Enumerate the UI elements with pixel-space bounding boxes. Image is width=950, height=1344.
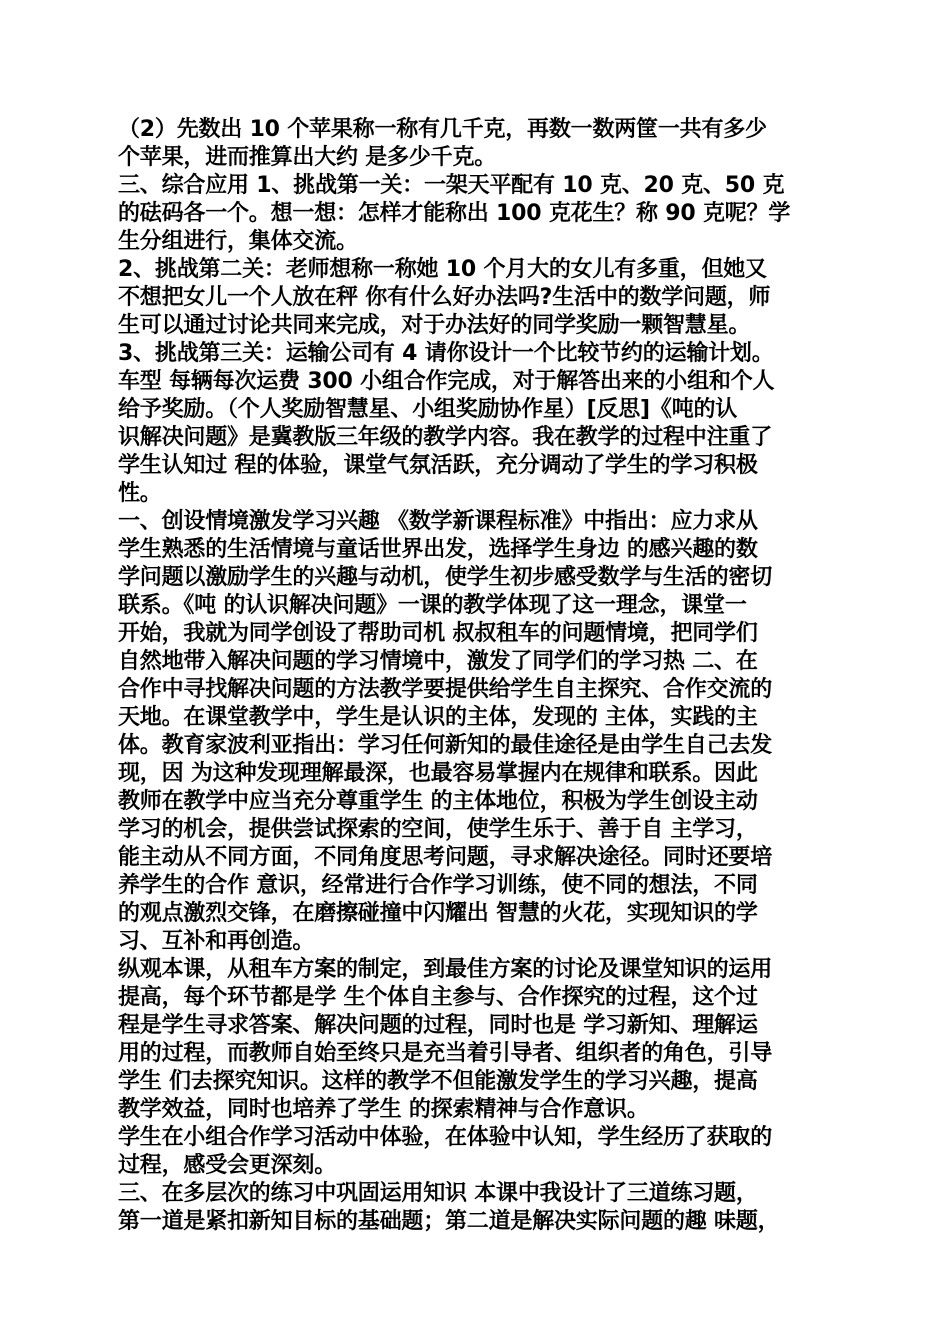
text-line: 开始，我就为同学创设了帮助司机 叔叔租车的问题情境，把同学们 bbox=[118, 621, 758, 646]
text-line: 现，因 为这种发现理解最深，也最容易掌握内在规律和联系。因此 bbox=[118, 761, 758, 786]
text-line: 不想把女儿一个人放在秤 你有什么好办法吗?生活中的数学问题，师 bbox=[118, 285, 771, 310]
text-line: 性。 bbox=[118, 481, 162, 506]
text-line: 生分组进行，集体交流。 bbox=[118, 229, 358, 254]
text-line: 习、互补和再创造。 bbox=[118, 929, 315, 954]
text-line: 学习的机会，提供尝试探索的空间，使学生乐于、善于自 主学习， bbox=[118, 817, 758, 842]
text-line: 合作中寻找解决问题的方法教学要提供给学生自主探究、合作交流的 bbox=[118, 677, 773, 702]
text-line: 自然地带入解决问题的学习情境中，激发了同学们的学习热 二、在 bbox=[118, 649, 758, 674]
text-line: 学生认知过 程的体验，课堂气氛活跃，充分调动了学生的学习积极 bbox=[118, 453, 758, 478]
text-line: 用的过程，而教师自始至终只是充当着引导者、组织者的角色，引导 bbox=[118, 1041, 773, 1066]
text-line: 能主动从不同方面，不同角度思考问题，寻求解决途径。同时还要培 bbox=[118, 845, 773, 870]
text-line: 天地。在课堂教学中，学生是认识的主体，发现的 主体，实践的主 bbox=[118, 705, 758, 730]
text-line: 学生 们去探究知识。这样的教学不但能激发学生的学习兴趣，提高 bbox=[118, 1069, 758, 1094]
text-line: 给予奖励。（个人奖励智慧星、小组奖励协作星）[反思]《吨的认 bbox=[118, 397, 738, 422]
text-line: 生可以通过讨论共同来完成，对于办法好的同学奖励一颗智慧星。 bbox=[118, 313, 751, 338]
text-line: （2）先数出 10 个苹果称一称有几千克，再数一数两筐一共有多少 bbox=[118, 117, 767, 142]
text-line: 学问题以激励学生的兴趣与动机，使学生初步感受数学与生活的密切 bbox=[118, 565, 773, 590]
text-line: 提高，每个环节都是学 生个体自主参与、合作探究的过程，这个过 bbox=[118, 985, 758, 1010]
text-line: 程是学生寻求答案、解决问题的过程，同时也是 学习新知、理解运 bbox=[118, 1013, 758, 1038]
text-line: 学生在小组合作学习活动中体验，在体验中认知，学生经历了获取的 bbox=[118, 1125, 773, 1150]
text-line: 教学效益，同时也培养了学生 的探索精神与合作意识。 bbox=[118, 1097, 649, 1122]
text-line: 体。教育家波利亚指出：学习任何新知的最佳途径是由学生自己去发 bbox=[118, 733, 773, 758]
document-body bbox=[118, 116, 838, 1236]
text-line: 教师在教学中应当充分尊重学生 的主体地位，积极为学生创设主动 bbox=[118, 789, 758, 814]
text-line: 学生熟悉的生活情境与童话世界出发，选择学生身边 的感兴趣的数 bbox=[118, 537, 758, 562]
text-line: 第一道是紧扣新知目标的基础题；第二道是解决实际问题的趣 味题， bbox=[118, 1209, 780, 1234]
text-line: 过程，感受会更深刻。 bbox=[118, 1153, 337, 1178]
text-line: 车型 每辆每次运费 300 小组合作完成，对于解答出来的小组和个人 bbox=[118, 369, 775, 394]
text-line: 纵观本课，从租车方案的制定，到最佳方案的讨论及课堂知识的运用 bbox=[118, 957, 773, 982]
text-line: 的砝码各一个。想一想：怎样才能称出 100 克花生？称 90 克呢？学 bbox=[118, 201, 791, 226]
text-line: 联系。《吨 的认识解决问题》一课的教学体现了这一理念，课堂一 bbox=[118, 593, 747, 618]
text-line: 识解决问题》是冀教版三年级的教学内容。我在教学的过程中注重了 bbox=[118, 425, 773, 450]
text-line: 三、综合应用 1、挑战第一关：一架天平配有 10 克、20 克、50 克 bbox=[118, 173, 785, 198]
text-line: 一、创设情境激发学习兴趣 《数学新课程标准》中指出：应力求从 bbox=[118, 509, 758, 534]
text-line: 3、挑战第三关：运输公司有 4 请你设计一个比较节约的运输计划。 bbox=[118, 341, 774, 366]
text-line: 养学生的合作 意识，经常进行合作学习训练，使不同的想法，不同 bbox=[118, 873, 758, 898]
text-line: 三、在多层次的练习中巩固运用知识 本课中我设计了三道练习题， bbox=[118, 1181, 758, 1206]
text-line: 的观点激烈交锋，在磨擦碰撞中闪耀出 智慧的火花，实现知识的学 bbox=[118, 901, 758, 926]
text-line: 2、挑战第二关：老师想称一称她 10 个月大的女儿有多重，但她又 bbox=[118, 257, 767, 282]
text-line: 个苹果，进而推算出大约 是多少千克。 bbox=[118, 145, 497, 170]
